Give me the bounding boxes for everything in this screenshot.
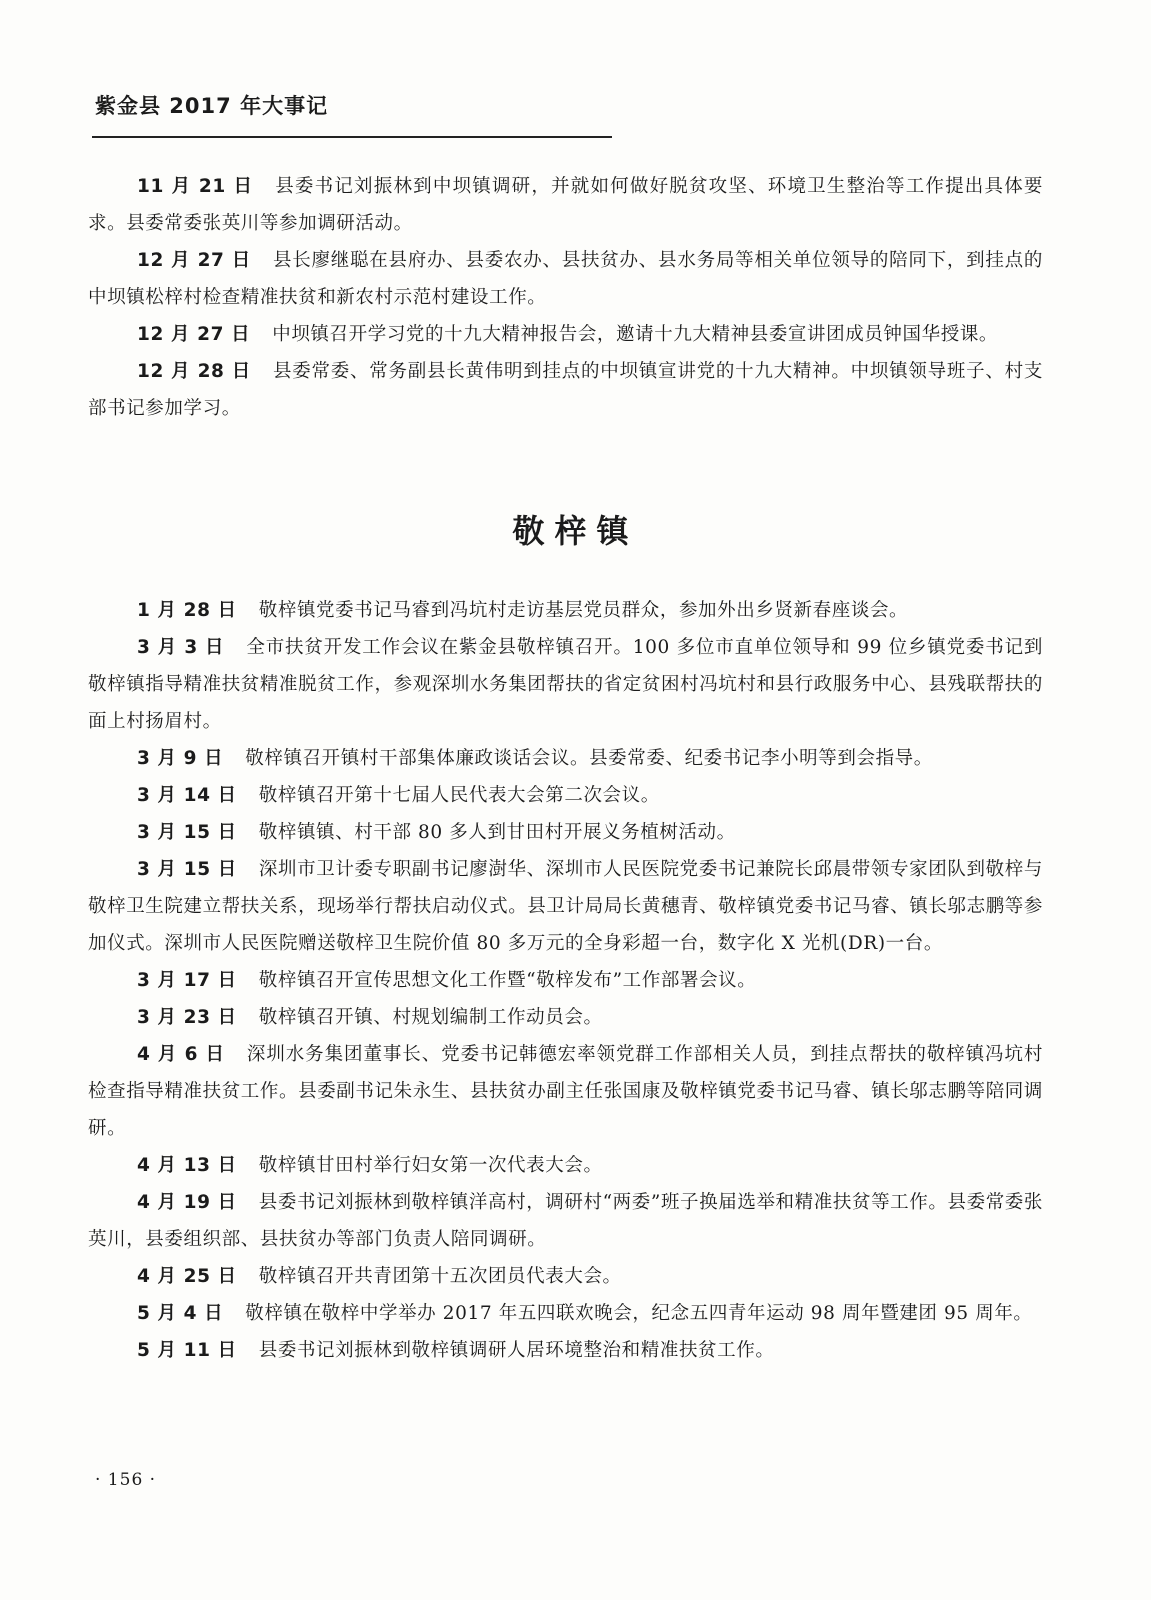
chronicle-entry (88, 1258, 1043, 1295)
entry-text: 全市扶贫开发工作会议在紫金县敬梓镇召开。100 多位市直单位领导和 99 位乡镇党委书记到敬梓镇指导精准扶贫精准脱贫工作，参观深圳水务集团帮扶的省定贫困村冯坑村和县行政服务中心、县残联帮扶的面上村扬眉村。 (88, 637, 1044, 732)
entry-text: 敬梓镇镇、村干部 80 多人到甘田村开展义务植树活动。 (258, 822, 736, 843)
entry-text: 县委常委、常务副县长黄伟明到挂点的中坝镇宣讲党的十九大精神。中坝镇领导班子、村支部书记参加学习。 (88, 361, 1043, 419)
section-entries (88, 592, 1043, 1369)
entry-date: 3 月 15 日 (137, 859, 237, 880)
chronicle-entry (88, 168, 1043, 242)
entry-date: 3 月 9 日 (137, 748, 224, 769)
entry-text: 敬梓镇召开镇、村规划编制工作动员会。 (258, 1007, 603, 1028)
chronicle-entry (88, 740, 1043, 777)
page-number: · 156 · (95, 1470, 157, 1490)
chronicle-entry (88, 999, 1043, 1036)
chronicle-entry (88, 242, 1043, 316)
chronicle-entry (88, 1295, 1043, 1332)
entry-text: 中坝镇召开学习党的十九大精神报告会，邀请十九大精神县委宣讲团成员钟国华授课。 (272, 324, 999, 345)
chronicle-entry (88, 1184, 1043, 1258)
chronicle-entry (88, 592, 1043, 629)
entry-text: 县委书记刘振林到中坝镇调研，并就如何做好脱贫攻坚、环境卫生整治等工作提出具体要求。县委常委张英川等参加调研活动。 (88, 176, 1044, 234)
entry-text: 敬梓镇在敬梓中学举办 2017 年五四联欢晚会，纪念五四青年运动 98 周年暨建团 95 周年。 (245, 1303, 1033, 1324)
chronicle-entry (88, 962, 1043, 999)
entry-text: 县委书记刘振林到敬梓镇洋高村，调研村“两委”班子换届选举和精准扶贫等工作。县委常委张英川，县委组织部、县扶贫办等部门负责人陪同调研。 (88, 1192, 1043, 1250)
entry-date: 12 月 28 日 (137, 361, 251, 382)
entry-date: 5 月 11 日 (137, 1340, 237, 1361)
chronicle-entry (88, 814, 1043, 851)
entry-text: 县委书记刘振林到敬梓镇调研人居环境整治和精准扶贫工作。 (258, 1340, 775, 1361)
entry-date: 4 月 13 日 (137, 1155, 237, 1176)
section-title: 敬梓镇 (512, 512, 639, 550)
entry-date: 3 月 14 日 (137, 785, 237, 806)
chronicle-entry (88, 629, 1043, 740)
entry-date: 12 月 27 日 (137, 324, 251, 345)
chronicle-entry (88, 353, 1043, 427)
entry-text: 敬梓镇甘田村举行妇女第一次代表大会。 (258, 1155, 603, 1176)
entry-text: 敬梓镇召开第十七届人民代表大会第二次会议。 (258, 785, 660, 806)
entry-text: 敬梓镇召开共青团第十五次团员代表大会。 (258, 1266, 622, 1287)
entry-date: 5 月 4 日 (137, 1303, 224, 1324)
chronicle-entry (88, 316, 1043, 353)
entry-date: 3 月 23 日 (137, 1007, 237, 1028)
entry-date: 1 月 28 日 (137, 600, 237, 621)
running-header: 紫金县 2017 年大事记 (95, 94, 329, 118)
entry-text: 敬梓镇召开宣传思想文化工作暨“敬梓发布”工作部署会议。 (258, 970, 757, 991)
entry-date: 11 月 21 日 (137, 176, 254, 197)
chronicle-entry (88, 777, 1043, 814)
entry-date: 4 月 6 日 (137, 1044, 225, 1065)
entry-text: 深圳水务集团董事长、党委书记韩德宏率领党群工作部相关人员，到挂点帮扶的敬梓镇冯坑村检查指导精准扶贫工作。县委副书记朱永生、县扶贫办副主任张国康及敬梓镇党委书记马睿、镇长邬志鹏等陪同调研。 (88, 1044, 1044, 1139)
entry-date: 3 月 3 日 (137, 637, 225, 658)
chronicle-entry (88, 1147, 1043, 1184)
entry-date: 12 月 27 日 (137, 250, 251, 271)
entry-date: 4 月 25 日 (137, 1266, 237, 1287)
header-rule (92, 136, 612, 138)
chronicle-entry (88, 851, 1043, 962)
chronicle-entry (88, 1036, 1043, 1147)
entry-text: 敬梓镇召开镇村干部集体廉政谈话会议。县委常委、纪委书记李小明等到会指导。 (245, 748, 933, 769)
entry-text: 县长廖继聪在县府办、县委农办、县扶贫办、县水务局等相关单位领导的陪同下，到挂点的中坝镇松梓村检查精准扶贫和新农村示范村建设工作。 (88, 250, 1043, 308)
entry-date: 3 月 15 日 (137, 822, 237, 843)
entry-date: 4 月 19 日 (137, 1192, 237, 1213)
entry-date: 3 月 17 日 (137, 970, 237, 991)
chronicle-entry (88, 1332, 1043, 1369)
entry-text: 敬梓镇党委书记马睿到冯坑村走访基层党员群众，参加外出乡贤新春座谈会。 (258, 600, 909, 621)
entry-text: 深圳市卫计委专职副书记廖澍华、深圳市人民医院党委书记兼院长邱晨带领专家团队到敬梓与敬梓卫生院建立帮扶关系，现场举行帮扶启动仪式。县卫计局局长黄穗青、敬梓镇党委书记马睿、镇长邬志鹏等参加仪式。深圳市人民医院赠送敬梓卫生院价值 80 多万元的全身彩超一台，数字化 X 光机(DR)一台。 (88, 859, 1044, 954)
top-entries (88, 168, 1043, 427)
